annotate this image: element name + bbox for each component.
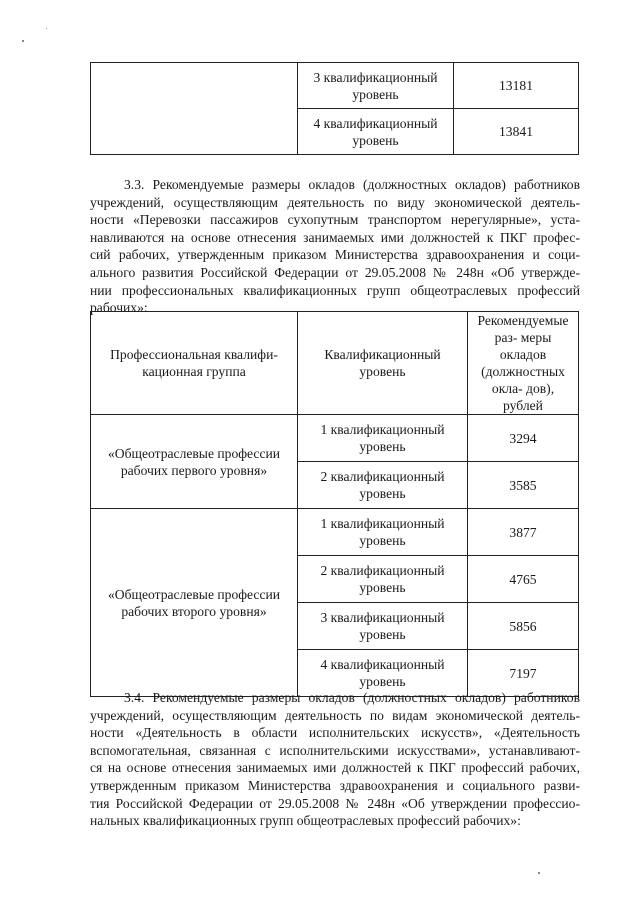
text-line: 3.3. Рекомендуемые размеры окладов (должностных окладов) работников (124, 177, 580, 192)
level-cell: 1 квалификационный уровень (298, 415, 468, 462)
level-cell: 4 квалификационный уровень (298, 650, 468, 697)
text-line: навливаются на основе отнесения занимаемых ими должностей к ПКГ профес- (90, 229, 580, 245)
level-cell: 4 квалификационный уровень (298, 109, 454, 155)
header-level: Квалификационный уровень (298, 312, 468, 415)
paragraph-3-4 (90, 689, 580, 830)
text-line: сий рабочих, утвержденным приказом Министерства здравоохранения и соци- (90, 247, 580, 263)
table-row (91, 415, 579, 462)
salary-table (90, 311, 579, 697)
salary-cell: 3877 (468, 509, 579, 556)
scan-speck (46, 28, 47, 29)
salary-cell: 4765 (468, 556, 579, 603)
text-line: учреждений, осуществляющим деятельность по виду экономической деятель- (90, 194, 580, 210)
table-row (91, 509, 579, 556)
level-cell: 2 квалификационный уровень (298, 556, 468, 603)
scan-speck (538, 872, 540, 874)
level-cell: 3 квалификационный уровень (298, 603, 468, 650)
text-line: вспомогательная, связанная с исполнительскими искусствами», устанавливают- (90, 742, 580, 758)
text-line: ся на основе отнесения занимаемых ими должностей к ПКГ профессий рабочих, (90, 760, 580, 776)
table-row (91, 63, 579, 109)
scan-speck (22, 40, 24, 42)
top-salary-table (90, 62, 579, 155)
salary-cell: 13841 (454, 109, 579, 155)
salary-cell: 7197 (468, 650, 579, 697)
text-line: ального развития Российской Федерации от 29.05.2008 № 248н «Об утвержде- (90, 264, 580, 280)
header-group: Профессиональная квалифи- кационная группа (91, 312, 298, 415)
group-cell: «Общеотраслевые профессии рабочих первого уровня» (91, 415, 298, 509)
level-cell: 3 квалификационный уровень (298, 63, 454, 109)
text-line: ности «Перевозки пассажиров сухопутным транспортом нерегулярные», уста- (90, 212, 580, 228)
text-line: ности «Деятельность в области исполнительских искусств», «Деятельность (90, 725, 580, 741)
text-line: нальных квалификационных групп общеотраслевых профессий рабочих»: (90, 813, 521, 829)
table-header-row (91, 312, 579, 415)
text-line: учреждений, осуществляющим деятельность по видам экономической деятель- (90, 707, 580, 723)
header-salary: Рекомендуемые раз- меры окладов (должностных окла- дов), рублей (468, 312, 579, 415)
group-cell: «Общеотраслевые профессии рабочих второго уровня» (91, 509, 298, 697)
text-line: тия Российской Федерации от 29.05.2008 № 248н «Об утверждении профессио- (90, 795, 580, 811)
salary-cell: 13181 (454, 63, 579, 109)
salary-cell: 5856 (468, 603, 579, 650)
salary-cell: 3294 (468, 415, 579, 462)
text-line: нии профессиональных квалификационных групп общеотраслевых профессий (90, 282, 580, 298)
level-cell: 2 квалификационный уровень (298, 462, 468, 509)
text-line: рабочих»: (90, 300, 148, 316)
text-line: утвержденным приказом Министерства здравоохранения и социального разви- (90, 777, 580, 793)
level-cell: 1 квалификационный уровень (298, 509, 468, 556)
paragraph-3-3 (90, 176, 580, 317)
empty-group-cell (91, 63, 298, 155)
salary-cell: 3585 (468, 462, 579, 509)
text-line: 3.4. Рекомендуемые размеры окладов (должностных окладов) работников (124, 690, 580, 705)
